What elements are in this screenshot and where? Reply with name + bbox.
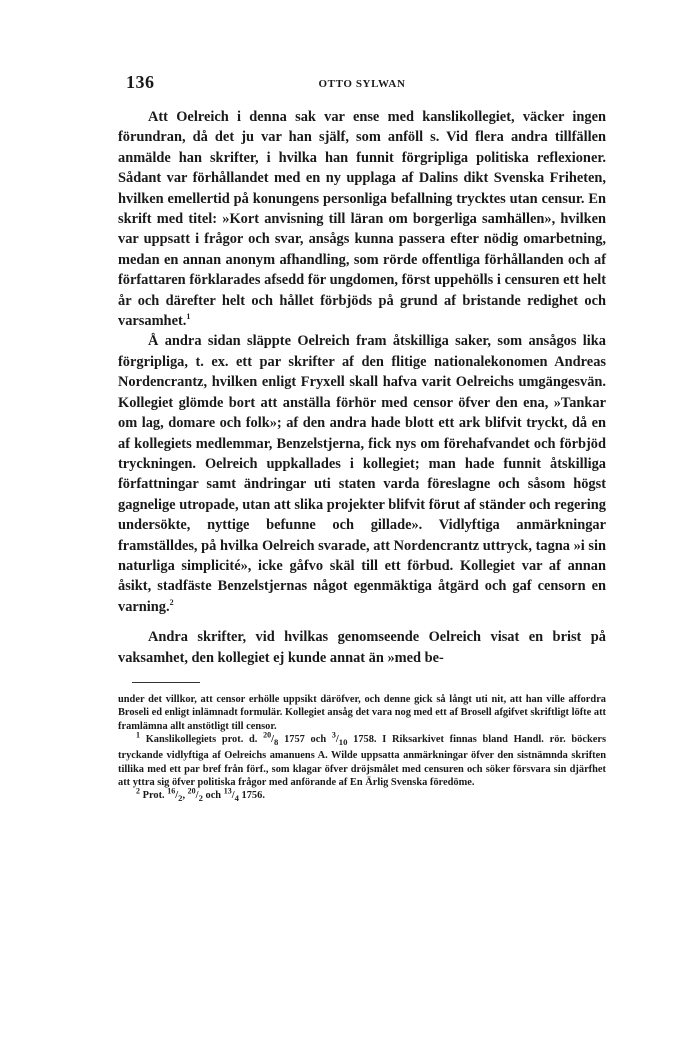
footnote-2-date1-num: 16 <box>167 786 176 796</box>
paragraph-2-text: Å andra sidan släppte Oelreich fram åtskilliga saker, som ansågos lika förgripliga, t. ex. ett par skrifter af den flitige nationalekonomen Andreas Nordencrantz, hvilken enligt Fryxell skall hafva varit Oelreichs umgängesvän. Kollegiet glömde bort att anställa förhör med censor öfver den ena, »Tankar om lag, domare och folk»; af den andra hade blott ett ark blifvit tryckt, då en af kollegiets medlemmar, Benzelstjerna, fick nys om förehafvandet och förbjöd tryckningen. Oelreich uppkallades i kollegiet; man hade funnit åtskilliga författningar samt ändringar uti staten varda föreslagne och såsom högst gagnelige utropade, utan att slika projekter blifvit förut af ständer och regering undersökte, nyttige befunne och gillade». Vidlyftiga anmärkningar framställdes, på hvilka Oelreich svarade, att Nordencrantz uttryck, tagna »i sin naturliga simplicité», icke gåfvo skäl till ett förbud. Kollegiet var af annan åsikt, stadfäste Benzelstjernas något egenmäktiga åtgärd och gaf censorn en varning. <box>118 333 606 615</box>
footnote-1-date1-den: 8 <box>274 736 279 747</box>
footnote-1-date2-num: 3 <box>331 730 336 740</box>
footnote-1-date2-den: 10 <box>338 736 348 747</box>
footnote-2-text: Prot. <box>142 790 165 802</box>
footnote-2-mark: 2 <box>136 786 140 796</box>
footnote-1-mark: 1 <box>136 730 140 740</box>
main-text <box>118 107 606 668</box>
paragraph-1 <box>118 107 606 331</box>
footnote-2: $^2$ Prot. $^{16}/_2$, $^{20}/_2$ och $^{13}/_4$ 1756. <box>136 786 265 804</box>
footnote-1-date1-num: 20 <box>263 730 272 740</box>
footnote-2-date1-den: 2 <box>178 793 183 804</box>
footnotes <box>118 693 606 806</box>
footnote-1-text-a: Kanslikollegiets prot. d. <box>145 733 258 745</box>
book-page <box>118 72 606 806</box>
footnote-rule <box>132 682 200 683</box>
paragraph-1-text: Att Oelreich i denna sak var ense med kanslikollegiet, väcker ingen förundran, då det ju var han själf, som anföll s. Vid flera andra tillfällen anmälde han skrifter, i hvilka han funnit förgripliga politiska reflexioner. Sådant var förhållandet med en ny upplaga af Dalins dikt Svenska Friheten, hvilken emellertid på konungens personliga befallning trycktes utan censur. En skrift med titel: »Kort anvisning till läran om borgerliga samhällen», hvilken var uppsatt i frågor och svar, ansågs kunna passera efter nödig omarbetning, medan en annan anonym afhandling, som rörde offentliga förhållanden och af författaren förklarades afsedd för ungdomen, först uppehölls i censuren ett helt år och därefter helt och hållet förbjöds på grund af bristande redighet och varsamhet. <box>118 109 606 330</box>
footnote-ref-1: 1 <box>186 312 191 322</box>
footnote-2-date3-num: 13 <box>223 786 232 796</box>
footnote-2-date3-den: 4 <box>234 793 239 804</box>
page-header <box>118 72 606 94</box>
footnote-1: $^1$ Kanslikollegiets prot. d. $^{20}/_8$ 1757 och $^3/_{10}$ 1758. I Riksarkivet finnas bland Handl. rör. böckers tryckande vidlyftiga af Oelreichs amanuens A. Wilde uppsatta anmärkningar öfver den sistnämnda skriften tillika med ett par bref från förf., som klagar öfver dröjsmålet med censuren och söker försvara sin djärfhet att yttra sig öfver politiska frågor med anförande af En Ärlig Svenska föredöme. <box>118 730 607 788</box>
paragraph-2 <box>118 331 606 617</box>
page-number: 136 <box>126 72 155 92</box>
footnote-2-date2-num: 20 <box>187 786 196 796</box>
footnote-continuation: under det villkor, att censor erhölle uppsikt däröfver, och denne gick så långt uti nit, att han ville affordra Broseli ed enligt inlämnadt formulär. Kollegiet ansåg det vara nog med ett af Brosell afgifvet skriftligt löfte att framlämna allt anstötligt till censor. <box>118 693 606 732</box>
paragraph-3: Andra skrifter, vid hvilkas genomseende Oelreich visat en brist på vaksamhet, den kollegiet ej kunde annat än »med be- <box>118 629 606 666</box>
footnote-2-year: 1756. <box>241 790 265 802</box>
footnote-ref-2: 2 <box>169 597 174 607</box>
footnote-1-year1: 1757 och <box>284 733 327 745</box>
running-head: OTTO SYLWAN <box>318 78 406 90</box>
footnote-1-text-b: 1758. I Riksarkivet finnas bland Handl. rör. böckers tryckande vidlyftiga af Oelreichs amanuens A. Wilde uppsatta anmärkningar öfver den sistnämnda skriften tillika med ett par bref från förf., som klagar öfver dröjsmålet med censuren och söker försvara sin djärfhet att yttra sig öfver politiska frågor med anförande af En Ärlig Svenska föredöme. <box>118 733 607 788</box>
footnote-2-date2-den: 2 <box>198 793 203 804</box>
footnote-2-och: och <box>205 790 222 802</box>
